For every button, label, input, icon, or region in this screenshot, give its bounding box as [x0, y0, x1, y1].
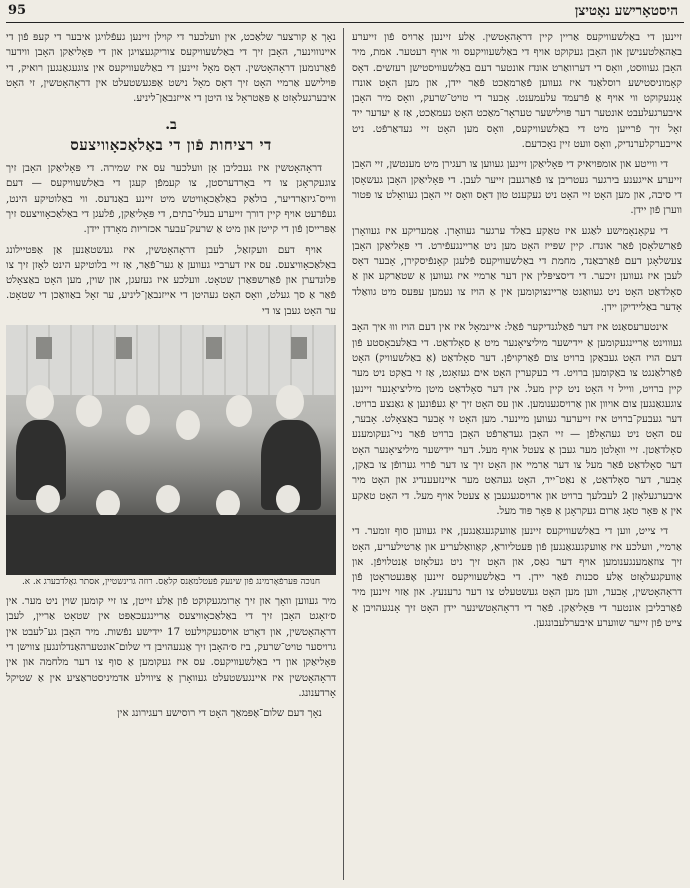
- photo-person: [126, 405, 150, 435]
- photo-caption: חנוכה פּערפֿאָרמינג פֿון שינעק פֿעטלמאַנס קלאַס. רוזה גרינשטיין, אסתר גאָלדבערג א. א.: [21, 577, 321, 588]
- photo-person: [96, 490, 120, 518]
- photo-person: [156, 485, 180, 513]
- paragraph: מיר געווען וואָך און זיך אָרומגעקוקט פֿון אַלע זייטן, צו זיי קומען שוין ניט מער. אין ס׳זאָגט האָבן זיך די באַלאַכאָוויצעס אַריינגעכאַפּט אין שטאָט אַריין, לעבן דראָהאָטשין, און דאָרט אויסגעקוילעט 17 יידישע נפֿשות. מיר האָבן גע־לעבט אין גרויסער טויט־שרעק, ביז ס׳האָבן זיך אַנגעהויבן די שלום־אונטערהאַנדלונגען צווישן די פּאָליאַקן און די באַלשעוויקעס. עס איז געקומען אַ סוף צו דער מלחמה און אין דראָהאָטשין איז איינגעשטעלט געוואָרן אַ ציווילע אדמיניסטראַציע אין אַ שטיקל אָרדענונג.: [6, 596, 336, 699]
- photo-person: [276, 485, 300, 513]
- section-title: די רציחות פֿון די באַלאַכאָוויצעס: [70, 135, 272, 154]
- photo-person: [76, 395, 102, 427]
- photo-person: [216, 490, 240, 518]
- photo-person: [26, 385, 54, 419]
- column-divider: [343, 28, 344, 880]
- photo-window: [206, 337, 222, 359]
- page-header: [6, 2, 684, 23]
- photo-window: [36, 337, 52, 359]
- photo-window: [291, 337, 307, 359]
- photo-window: [116, 337, 132, 359]
- photo-front-row: [6, 515, 336, 575]
- paragraph: נאָך דעם שלום־אָפּמאַך האָט די רוסישע רעגירונג אין: [117, 708, 322, 720]
- page-number: 95: [8, 3, 27, 18]
- paragraph: זיינען די באַלשעוויקעס אַריין קיין דראָהאָטשין. אַלע זיינען אַרויס פֿון זייערע באַהאַלטענישן און האָבן געקוקט אויף די באַלשעוויקעס ווי אויף רעטער. אמת, מיר האָבן געוווּסט, וואָס די דערוואַרט אונדז אונטער דעם באַלשעוויסטישן רעזשים. דאָס קאָמוניסטישע רוסלאַנד איז געווען פֿאַרמאַכט פֿאַר יידן, און מען האָט אונדז אָנגעקוקט ווי אויף אַ פֿרעמד עלעמענט. אָבער די טויט־שרעק, וואָס מיר האָבן איבערגעלעבט אונטער דער פּוילישער טעראָר־מאַכט האָט געמאַכט, אַז אַ יעדער ייד זאָל זיך פֿרייען מיט די באַלשעוויקעס, וואָס מען האָט זיי געדאַרפֿט. ניט אייבערקלערנדיק, וואָס וועט זיין נאָכדעם.: [352, 32, 682, 151]
- section-number: ב.: [165, 117, 177, 134]
- paragraph: אויף דעם וועקזאַל, לעבן דראָהאָטשין, איז געשטאַנען אַן אַפּטיילונג באַלאַכאָוויצעס. עס איז דערביי געווען אַ גער־פֿאַר, אַז זיי בלוטיקע הינט לאָזן זיך צו פּלונדערן און פֿאַרשפּאַרן שטאָט. וועלכע איז געזעגן, און שוין, מען האָט באַצאָלט פֿאַר אַ סך געלט, וואָס האָט געהיטן די אייזנבאַן־ליניע, ער זאָל באַוואַכן די שטאָט. ער האָט געבן צו די: [6, 244, 336, 317]
- paragraph: דראָהאָטשין איז געבליבן אָן וועלכער עס איז שמירה. די פּאָליאַקן האָבן זיך צוגעקראָגן צו די באָרדערסטן, צו קעמפֿן קעגן די באַלשעוויקעס — דעם ווייס־גיזאַרדיער, בולאַק באַלאַכאָוויטש מיט זיינע באַנדעס. ווי באַלוטיקע הינט, געפֿרעט אויף קיין דורך זייערע בעלי־בתים, די פּאָליאַקן, פֿלעגן די באַלאַכאָוויצעס זיך אַפּרייסן פֿון די קייטן און מיט אַ שרעק־עבער אכזריות מאָרדן יידן.: [6, 163, 336, 236]
- photo-person: [226, 395, 252, 427]
- running-title: היסטאָרישע נאָטיצן: [574, 3, 678, 19]
- left-column: [6, 30, 336, 726]
- right-column: [352, 30, 682, 636]
- group-photo: [6, 325, 336, 575]
- paragraph: די צייט, ווען די באַלשעוויקעס זיינען אַוועקגעגאַנגען, איז געווען סוף זומער. די אַרמיי, וועלכע איז אַוועקגעגאַנגען פֿון פּעטליוראַ, קאַוואַלעריע און אַרטילעריע, האָט זיך צוזאַמענגענומען אויף דער גאַס, און האָט זיך ניט געלאָזט אַנטלויפֿן. און אַוועקגעלאָזט אַלע סכנות פֿאַר יידן. די באַלשעוויקעס זיינען אָפּגעטראָטן פֿון דראָהאָטשין, אָבער, ווען מען האָט געשטעלט צו דער גרענעץ. און אַזוי זיינען מיר פֿאַרבליבן אונטער די פּאָליאַקן. פֿאַר די דראָהאָטשינער יידן האָט זיך אָנגעהויבן אַ צייט פֿון זייער שווערע איבערלעבונגען.: [352, 526, 682, 629]
- paragraph: די עקאָנאָמישע לאַגע איז טאַקע באַלד ערגער געוואָרן. אַמעריקע איז געוואָרן פֿאַרשלאָסן פֿאַר אונדז. קיין שפּייז האָט מען ניט אַריינגעפֿירט. די פּאָליאַקן האָבן צעשלאָגן דעם פֿאַרבאַנד, מחמת די באַלשעוויקעס פֿלעגן קאָנפֿיסקירן, אָבער דאָס לעבן איז געווען זיכער. די דיסציפּלין אין דער אַרמיי איז געווען אַ שטאַרקע און אַ סאָלדאַט האָט ניט געוואַגט אַריינצוקומען אין אַ הויז צו נעמען עפּעס מיט גוואַלד אָדער באַליידיקן יידן.: [352, 225, 682, 314]
- paragraph: די ווייטע און אומפּויאיק די פּאָליאַקן זיינען געווען צו רעגירן מיט מענטשן, זיי האָבן זייערע אייגענע בירגער געטריבן צו פֿאַרגעבן זייער לעבן. די פּאָליאַקן האָבן געשאָסן די סיבה, און מען האָט זיי האָט ניט געקענט טון דאָס וואָס זיי האָבן געוואָלט צו פּטור ווערן פֿון יידן.: [352, 159, 682, 217]
- photo-person: [36, 485, 60, 513]
- paragraph: נאָך אַ קורצער שלאַכט, אין וועלכער די קוילן זיינען געפֿלויגן איבער די קעפּ פֿון די איינוווינער, האָבן זיך די באַלשעוויקעס צוריקגעצויגן און די פּאָליאַקן האָבן ווידער פֿאַרנומען דראָהאָטשין. דאָס מאָל זיינען די באַלשעוויקעס אין צוגעגאַנגען רואיק, די פּוילישע אַרמיי האָט זיך דאָס מאָל נישט אַפּגעשטעלט אין דראָהאָטשין, זי האָט איבערגעלאָזט אַ פּאַטראָל צו היטן די אייזנבאַן־ליניע.: [6, 32, 336, 105]
- photo-person: [176, 410, 200, 440]
- photo-person: [276, 385, 304, 419]
- paragraph: אינטערעסאַנט איז דער פֿאַלגנדיקער פֿאַל: איינמאָל איז אין דעם הויז וווּ איך האָב געוווינט אַריינגעקומען אַ יידישער מיליציאָנער מיט אַ סאָלדאַט. די באַלעבאָסטע פֿון דעם הויז האָט געבאַקן ברויט צום פֿאַרקויפֿן. דער סאָלדאַט (אַ באַלשעוויק) האָט פֿאַרלאַנגט צו באַקומען ברויט. די בעקערין האָט אים געזאָגט, אַז זי באַקט ניט מער קיין ברויט, ווייל זי האָט ניט קיין מעל. אין דער סאָלדאַט מיטן מיליציאָנער זיינען צוגעגאַנגען צום אויוון און אַרויסגענומען. און עס האָט זיך יאָ געפֿונען אַ גאַנצע ברויט. דער געבעק־ברויט איז זייערער געווען מיינער. מען האָט זי אָבער באַצאָלט. אָבער, עס האָט ניט געהאָלפֿן — זיי האָבן געדאַרפֿט האָבן ברויט פֿאַר ניי־געקומענע סאָלדאַטן. זיי וואָלטן מער געבן אַ צעטל אויף מעל. דער יידישער מיליציאָנער האָט דער סאָלדאַט פֿאַר מעל צו דער אַרמיי און האָט זיך צו דער פֿרוי גערופֿן צו באַקן, אָבער, דער סאָלדאַט, אַ נאַט־ייד, האָט געהאַט מער איינזעענדיג און האָט מיר איבערגעלאָזן 2 לעבלעך ברויט און ארויסגעגעבן אַ צעטל אויף מעל. די האָט טאַקע אין אַ פּאָר טאָג אַרום געקראָגן אַ פּאָר פּוד מעל.: [352, 322, 682, 517]
